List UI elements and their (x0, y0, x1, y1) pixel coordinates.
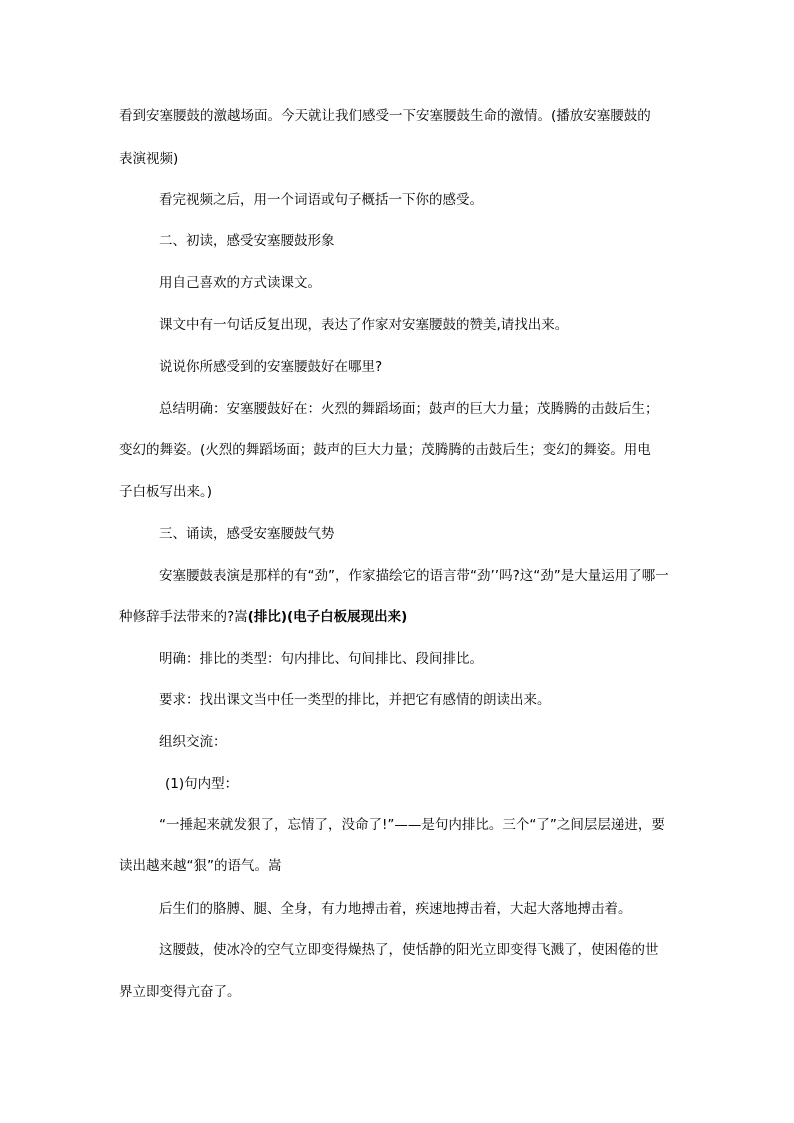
paragraph-line: 课文中有一句话反复出现，表达了作家对安塞腰鼓的赞美,请找出来。 (159, 317, 569, 333)
paragraph-line: 界立即变得亢奋了。 (119, 984, 241, 1000)
paragraph-line: 总结明确：安塞腰鼓好在：火烈的舞蹈场面；鼓声的巨大力量；茂腾腾的击鼓后生； (159, 401, 659, 417)
section-heading: 三、诵读，感受安塞腰鼓气势 (159, 526, 335, 542)
list-label: (1)句内型： (165, 776, 239, 792)
paragraph-line: 读出越来越“狠”的语气。嵩 (119, 858, 282, 874)
paragraph-line: 种修辞手法带来的?嵩(排比)(电子白板展现出来) (119, 609, 408, 625)
paragraph-line: “一捶起来就发狠了，忘情了，没命了!”——是句内排比。三个“了”之间层层递进，要 (159, 817, 665, 833)
paragraph-line: 这腰鼓，使冰冷的空气立即变得燥热了，使恬静的阳光立即变得飞溅了，使困倦的世 (159, 942, 659, 958)
paragraph-line: 明确：排比的类型：句内排比、句间排比、段间排比。 (159, 651, 483, 667)
paragraph-line: 安塞腰鼓表演是那样的有“劲”，作家描绘它的语言带“劲’’吗?这“劲”是大量运用了哪一 (159, 568, 669, 584)
paragraph-line: 看完视频之后，用一个词语或句子概括一下你的感受。 (159, 192, 483, 208)
stray-glyph: 嵩 (268, 858, 282, 874)
bold-note: (排比)(电子白板展现出来) (247, 609, 408, 625)
paragraph-line: 变幻的舞姿。(火烈的舞蹈场面；鼓声的巨大力量；茂腾腾的击鼓后生；变幻的舞姿。用电 (119, 442, 651, 458)
paragraph-line: 用自己喜欢的方式读课文。 (159, 275, 321, 291)
paragraph-line: 后生们的胳膊、腿、全身，有力地搏击着，疾速地搏击着，大起大落地搏击着。 (159, 901, 632, 917)
paragraph-line: 组织交流： (159, 734, 227, 750)
stray-glyph: 嵩 (234, 609, 248, 625)
paragraph-line: 子白板写出来。) (119, 484, 213, 500)
paragraph-line: 看到安塞腰鼓的激越场面。今天就让我们感受一下安塞腰鼓生命的激情。(播放安塞腰鼓的 (119, 108, 651, 124)
paragraph-line: 要求：找出课文当中任一类型的排比，并把它有感情的朗读出来。 (159, 692, 551, 708)
paragraph-line: 表演视频) (119, 151, 179, 167)
section-heading: 二、初读，感受安塞腰鼓形象 (159, 233, 335, 249)
paragraph-line: 说说你所感受到的安塞腰鼓好在哪里? (159, 359, 383, 375)
